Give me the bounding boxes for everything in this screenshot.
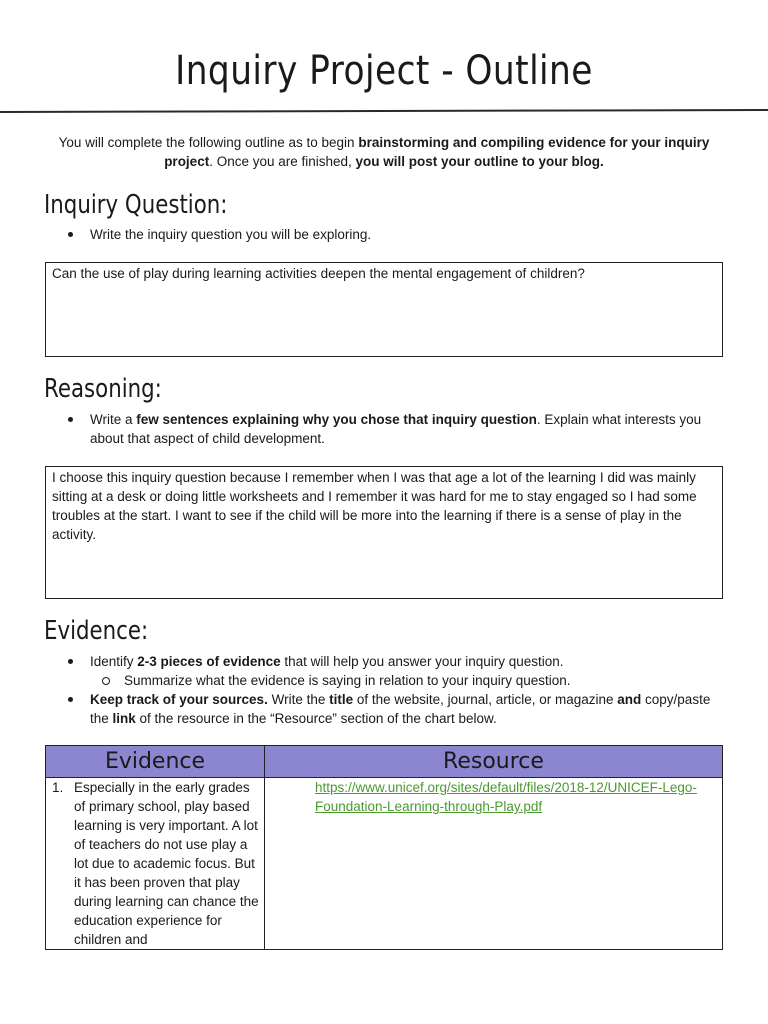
reasoning-answer-box: I choose this inquiry question because I remember when I was that age a lot of the learning I did was mainly sitting at a desk or doing little worksheets and I remember it was hard for me to stay engaged so I had some troubles at the start. I want to see if the child will be more into the learning if there is a sense of play in the activity. bbox=[45, 466, 723, 599]
table-row bbox=[46, 778, 723, 950]
inquiry-question-heading: Inquiry Question: bbox=[44, 190, 228, 220]
row-number: 1. bbox=[52, 780, 64, 795]
page-title: Inquiry Project - Outline bbox=[175, 48, 593, 94]
resource-link[interactable]: https://www.unicef.org/sites/default/files/2018-12/UNICEF-Lego-Foundation-Learning-through-Play.pdf bbox=[315, 780, 697, 814]
bullet-item: Write the inquiry question you will be exploring. bbox=[64, 225, 724, 244]
evidence-column-header: Evidence bbox=[46, 746, 265, 778]
inquiry-question-answer-box: Can the use of play during learning activities deepen the mental engagement of children? bbox=[45, 262, 723, 357]
bullet-item: Identify 2-3 pieces of evidence that will help you answer your inquiry question. bbox=[64, 652, 724, 671]
resource-cell bbox=[265, 778, 723, 950]
evidence-heading: Evidence: bbox=[44, 616, 149, 646]
intro-paragraph: You will complete the following outline as to begin brainstorming and compiling evidence for your inquiry project. Once you are finished, you will post your outline to your blog. bbox=[58, 135, 710, 169]
reasoning-instructions bbox=[64, 410, 724, 448]
bullet-item: Write a few sentences explaining why you chose that inquiry question. Explain what interests you about that aspect of child development. bbox=[64, 410, 724, 448]
evidence-text: Especially in the early grades of primary school, play based learning is very important. A lot of teachers do not use play a lot due to academic focus. But it has been proven that play during learning can chance the education experience for children and bbox=[74, 780, 259, 947]
evidence-instructions bbox=[64, 652, 724, 728]
bullet-item: Keep track of your sources. Write the title of the website, journal, article, or magazine and copy/paste the link of the resource in the “Resource” section of the chart below. bbox=[64, 690, 724, 728]
evidence-table bbox=[45, 745, 723, 950]
inquiry-question-instructions bbox=[64, 225, 724, 244]
title-divider bbox=[0, 109, 768, 113]
reasoning-heading: Reasoning: bbox=[44, 374, 162, 404]
sub-bullet-item: Summarize what the evidence is saying in relation to your inquiry question. bbox=[64, 671, 724, 690]
resource-column-header: Resource bbox=[265, 746, 723, 778]
evidence-cell bbox=[46, 778, 265, 950]
